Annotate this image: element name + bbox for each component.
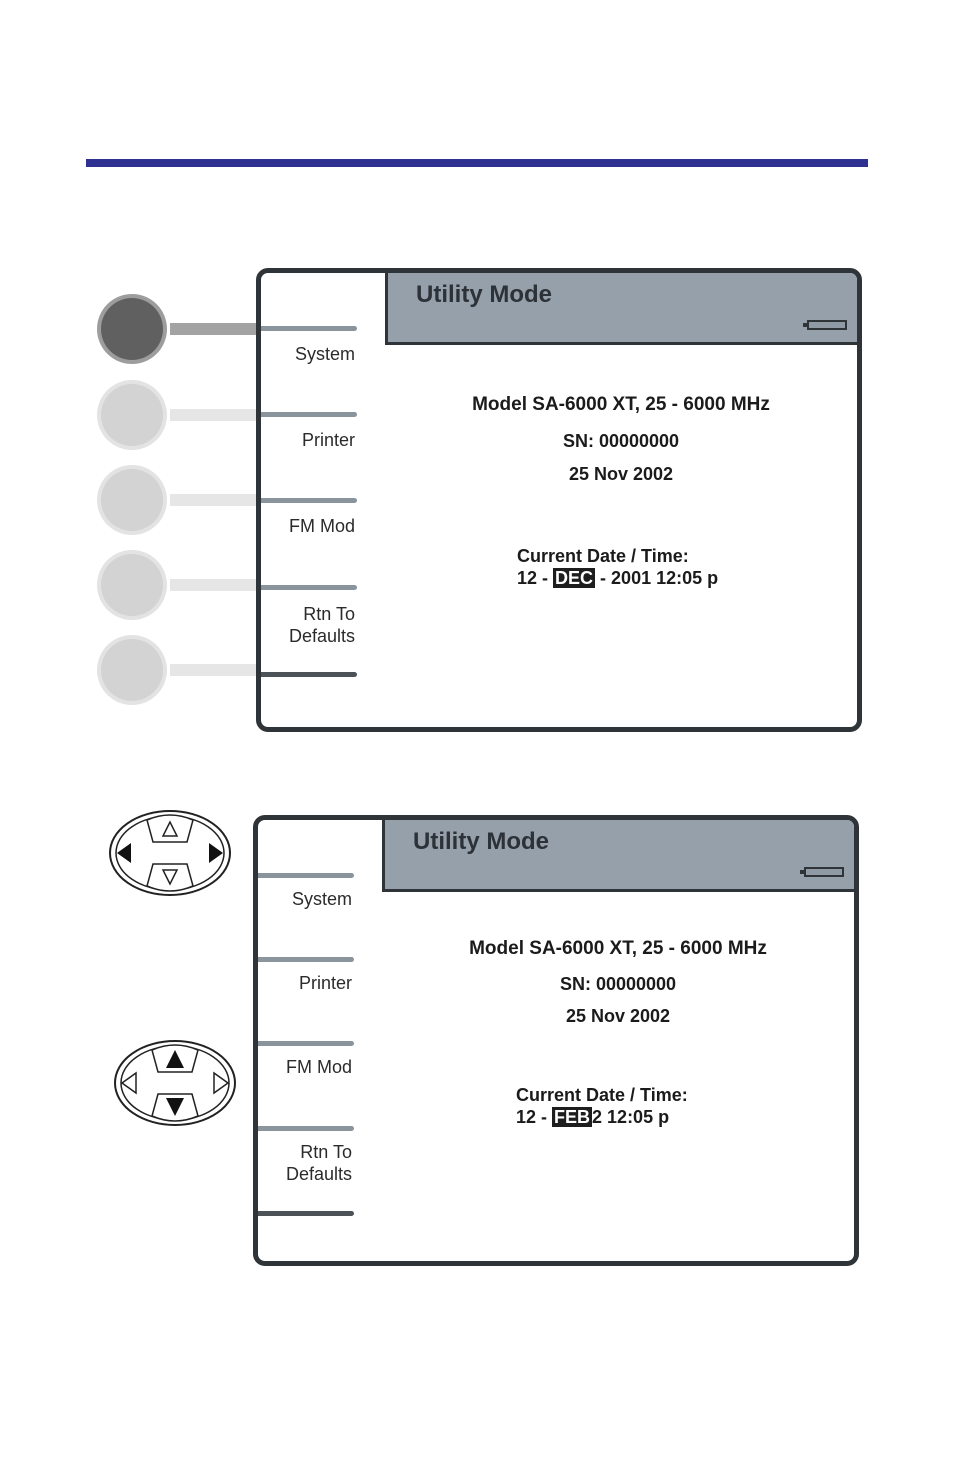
up-arrow-key[interactable] [147,815,193,842]
softkey-label-rtn-to-defaults[interactable]: Rtn To Defaults [288,604,355,646]
battery-icon [807,320,847,330]
softkey-label-fm-mod[interactable]: FM Mod [285,1057,352,1077]
softkey-divider [261,412,357,417]
arrow-pad-up-down[interactable] [112,1038,238,1128]
datetime-prefix: 12 - [517,568,554,588]
softkey-3-button[interactable] [101,469,163,531]
softkey-3-arm [170,494,258,506]
datetime-suffix: - 2001 12:05 p [595,568,719,588]
softkey-divider [258,1041,354,1046]
battery-icon [804,867,844,877]
softkey-divider [261,585,357,590]
serial-number: SN: 00000000 [559,974,677,994]
month-field-selected[interactable]: DEC [555,568,594,588]
softkey-label-system[interactable]: System [294,344,355,364]
top-rule [86,159,868,167]
datetime-suffix: 2 12:05 p [592,1107,670,1127]
softkey-label-printer[interactable]: Printer [301,430,355,450]
current-datetime-label: Current Date / Time: [516,1085,688,1105]
screen-title: Utility Mode [416,281,552,308]
current-datetime-value [516,1106,669,1128]
utility-screen-1 [256,268,862,732]
down-arrow-key[interactable] [147,864,193,891]
softkey-label-system[interactable]: System [291,889,352,909]
current-datetime-label: Current Date / Time: [517,546,689,566]
softkey-5-button[interactable] [101,639,163,701]
softkey-label-printer[interactable]: Printer [298,973,352,993]
softkey-1-button[interactable] [101,298,163,360]
serial-number: SN: 00000000 [562,431,680,451]
softkey-4-button[interactable] [101,554,163,616]
softkey-2-button[interactable] [101,384,163,446]
softkey-divider [258,1211,354,1216]
softkey-label-rtn-to-defaults[interactable]: Rtn To Defaults [285,1142,352,1184]
utility-screen-2 [253,815,859,1266]
softkey-5-arm [170,664,258,676]
softkey-2-arm [170,409,258,421]
softkey-label-fm-mod[interactable]: FM Mod [288,516,355,536]
model-text: Model SA-6000 XT, 25 - 6000 MHz [469,938,767,959]
softkey-divider [261,498,357,503]
current-datetime-value [517,567,718,589]
softkey-divider [261,672,357,677]
softkey-divider [258,957,354,962]
build-date: 25 Nov 2002 [565,1006,671,1026]
screen-title: Utility Mode [413,828,549,855]
datetime-prefix: 12 - [516,1107,553,1127]
build-date: 25 Nov 2002 [568,464,674,484]
month-field-selected[interactable]: FEB [554,1107,591,1127]
softkey-4-arm [170,579,258,591]
softkey-divider [261,326,357,331]
softkey-divider [258,1126,354,1131]
screen-header [385,271,859,345]
model-text: Model SA-6000 XT, 25 - 6000 MHz [472,394,770,415]
screen-header [382,818,856,892]
softkey-1-arm [170,323,258,335]
softkey-divider [258,873,354,878]
arrow-pad-left-right[interactable] [107,808,233,898]
